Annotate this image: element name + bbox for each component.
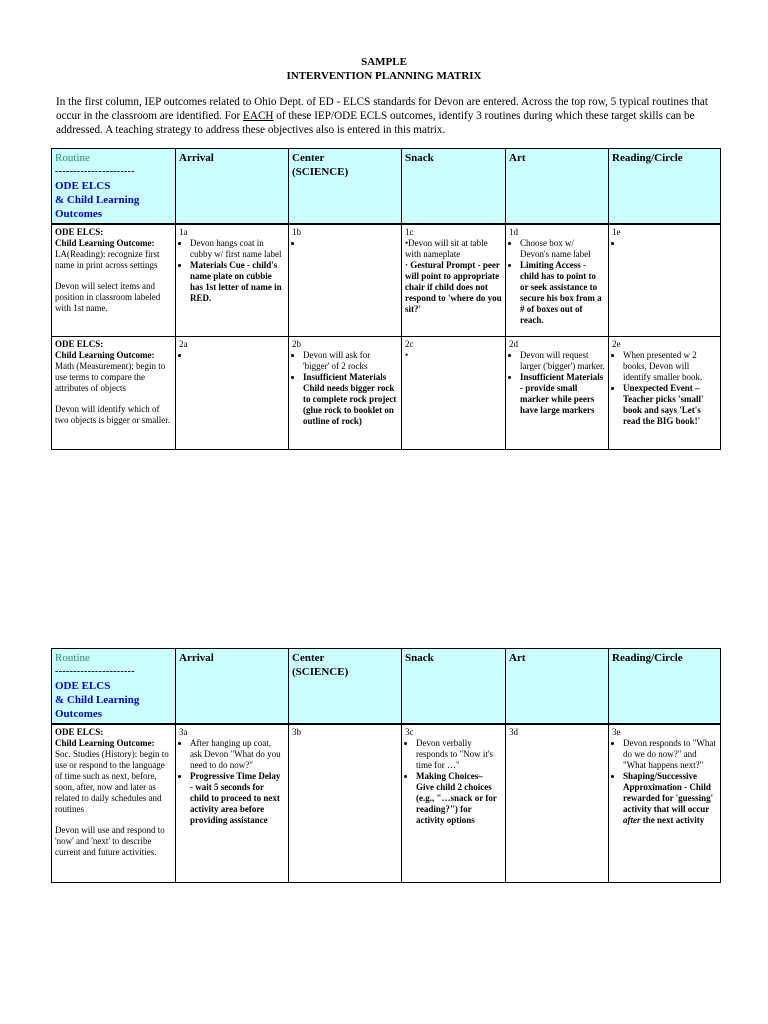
cell-id: 3c (405, 727, 414, 737)
bullet-item: • Unexpected Event – Teacher picks 'small' book and says 'Let's read the BIG book!' (623, 383, 717, 427)
cell-1e (609, 224, 721, 336)
header-snack: Snack (402, 649, 506, 725)
empty-bullet (303, 238, 398, 249)
cell-id: 1b (292, 227, 301, 237)
center-line1: Center (292, 652, 325, 664)
bullet-item: • Devon will request larger ('bigger') marker. (520, 350, 605, 372)
ode-label-2: & Child Learning (55, 194, 140, 206)
outcome-title: ODE ELCS: (55, 727, 104, 737)
outcome-text: Soc. Studies (History): begin to use or respond to the language of time such as next, before, soon, after, now and later as related to daily schedules and routines (55, 749, 169, 814)
cell-1a (176, 224, 289, 336)
ode-label-1: ODE ELCS (55, 180, 111, 192)
cell-id: 2a (179, 338, 188, 349)
doc-title-sample: SAMPLE (361, 56, 407, 68)
cell-id: 1e (612, 227, 621, 237)
bullet-emphasis: after (623, 815, 641, 825)
ode-label-3: Outcomes (55, 208, 103, 220)
header-art: Art (506, 649, 609, 725)
cell-text: · Gestural Prompt - peer will point to appropriate chair if child does not respond to 'where do you sit?' (405, 260, 502, 314)
cell-id: 2d (509, 338, 518, 349)
header-center (289, 149, 402, 225)
table-row (52, 224, 721, 336)
cell-id: 2c (405, 338, 414, 349)
outcome-title: ODE ELCS: (55, 338, 104, 349)
cell-2c (402, 336, 506, 449)
header-row (52, 649, 721, 725)
intro-part2: of these IEP/ODE ECLS outcomes, identify 3 routines during which these target skills can be addressed. A teaching strategy to address these objectives also is entered in this matrix. (56, 110, 695, 136)
header-routine-cell (52, 149, 176, 225)
bullet-item: • After hanging up coat, ask Devon "What do you need to do now?" (190, 738, 285, 771)
routine-label: Routine (55, 652, 90, 664)
ode-label-2: & Child Learning (55, 694, 140, 706)
bullet-item: • Devon verbally responds to "Now it's time for …" (416, 738, 502, 771)
cell-text: •Devon will sit at table with nameplate (405, 238, 488, 259)
routine-dashes: ---------------------- (55, 166, 135, 177)
header-arrival: Arrival (176, 649, 289, 725)
bullet-item: • Insufficient Materials - provide small marker while peers have large markers (520, 372, 605, 416)
outcome-label: Child Learning Outcome: (55, 349, 155, 360)
doc-title-matrix: INTERVENTION PLANNING MATRIX (286, 70, 482, 82)
outcome-text: Math (Measurement): begin to use terms to compare the attributes of objects (55, 360, 166, 393)
cell-2a (176, 336, 289, 449)
intro-paragraph (56, 95, 726, 137)
intro-each: EACH (243, 110, 274, 122)
outcome-text2: Devon will use and respond to 'now' and 'next' to describe current and future activities. (55, 825, 165, 857)
cell-id: 1d (509, 227, 518, 237)
table-row (52, 724, 721, 882)
cell-3a (176, 724, 289, 882)
outcome-label: Child Learning Outcome: (55, 238, 155, 248)
bullet-text: Shaping/Successive Approximation - Child rewarded for 'guessing' activity that will occur (623, 771, 714, 814)
cell-id: 3d (509, 727, 518, 737)
cell-id: 1a (179, 227, 188, 237)
header-row (52, 149, 721, 225)
outcome-cell-2 (52, 336, 176, 449)
cell-3d (506, 724, 609, 882)
cell-1c (402, 224, 506, 336)
planning-matrix-table-2 (51, 648, 721, 883)
cell-1b (289, 224, 402, 336)
cell-id: 2b (292, 338, 301, 349)
ode-label-1: ODE ELCS (55, 680, 111, 692)
bullet-item: • Limiting Access - child has to point to or seek assistance to secure his box from a # of boxes out of reach. (520, 260, 605, 326)
bullet-item: • Devon responds to "What do we do now?" and "What happens next?" (623, 738, 717, 771)
intro-part1: In the first column, IEP outcomes related to Ohio Dept. of ED - ELCS standards for Devon are entered. Across the top row, 5 typical routines that occur in the classroom are identified. For (56, 96, 708, 122)
bullet-item: • Choose box w/ Devon's name label (520, 238, 605, 260)
bullet-item (623, 771, 717, 826)
table-row (52, 336, 721, 449)
outcome-cell-3 (52, 724, 176, 882)
ode-label-3: Outcomes (55, 708, 103, 720)
outcome-text: LA(Reading): recognize first name in print across settings (55, 249, 160, 270)
bullet-item: • Making Choices– Give child 2 choices (e.g., "…snack or for reading?") for activity options (416, 771, 502, 826)
cell-id: 3b (292, 727, 301, 737)
bullet-item: • Progressive Time Delay - wait 5 seconds for child to proceed to next activity area before providing assistance (190, 771, 285, 826)
header-art: Art (506, 149, 609, 225)
cell-3c (402, 724, 506, 882)
outcome-title: ODE ELCS: (55, 227, 104, 237)
cell-2d (506, 336, 609, 449)
cell-id: 1c (405, 227, 414, 237)
outcome-cell-1 (52, 224, 176, 336)
bullet-item: • When presented w 2 books, Devon will identify smaller book. (623, 350, 717, 383)
cell-3b (289, 724, 402, 882)
planning-matrix-table-1 (51, 148, 721, 450)
center-line1: Center (292, 152, 325, 164)
header-reading-circle: Reading/Circle (609, 149, 721, 225)
header-snack: Snack (402, 149, 506, 225)
cell-3e (609, 724, 721, 882)
cell-id: 3a (179, 727, 188, 737)
empty-bullet: • (405, 349, 409, 360)
header-routine-cell (52, 649, 176, 725)
outcome-label: Child Learning Outcome: (55, 738, 155, 748)
bullet-item: • Devon will ask for 'bigger' of 2 rocks (303, 350, 398, 372)
empty-bullet (190, 350, 285, 361)
cell-2b (289, 336, 402, 449)
header-reading-circle: Reading/Circle (609, 649, 721, 725)
center-line2: (SCIENCE) (292, 666, 349, 678)
empty-bullet (623, 238, 717, 249)
header-center (289, 649, 402, 725)
cell-2e (609, 336, 721, 449)
outcome-text2: Devon will select items and position in classroom labeled with 1st name. (55, 281, 161, 313)
routine-dashes: ---------------------- (55, 666, 135, 677)
cell-id: 3e (612, 727, 621, 737)
bullet-text: the next activity (640, 815, 705, 825)
bullet-item: • Materials Cue - child's name plate on cubbie has 1st letter of name in RED. (190, 260, 285, 304)
outcome-text2: Devon will identify which of two objects is bigger or smaller. (55, 403, 170, 425)
center-line2: (SCIENCE) (292, 166, 349, 178)
bullet-item: • Devon hangs coat in cubby w/ first name label (190, 238, 285, 260)
routine-label: Routine (55, 152, 90, 164)
header-arrival: Arrival (176, 149, 289, 225)
cell-id: 2e (612, 338, 621, 349)
cell-1d (506, 224, 609, 336)
bullet-item: • Insufficient Materials Child needs bigger rock to complete rock project (glue rock to booklet on outline of rock) (303, 372, 398, 427)
